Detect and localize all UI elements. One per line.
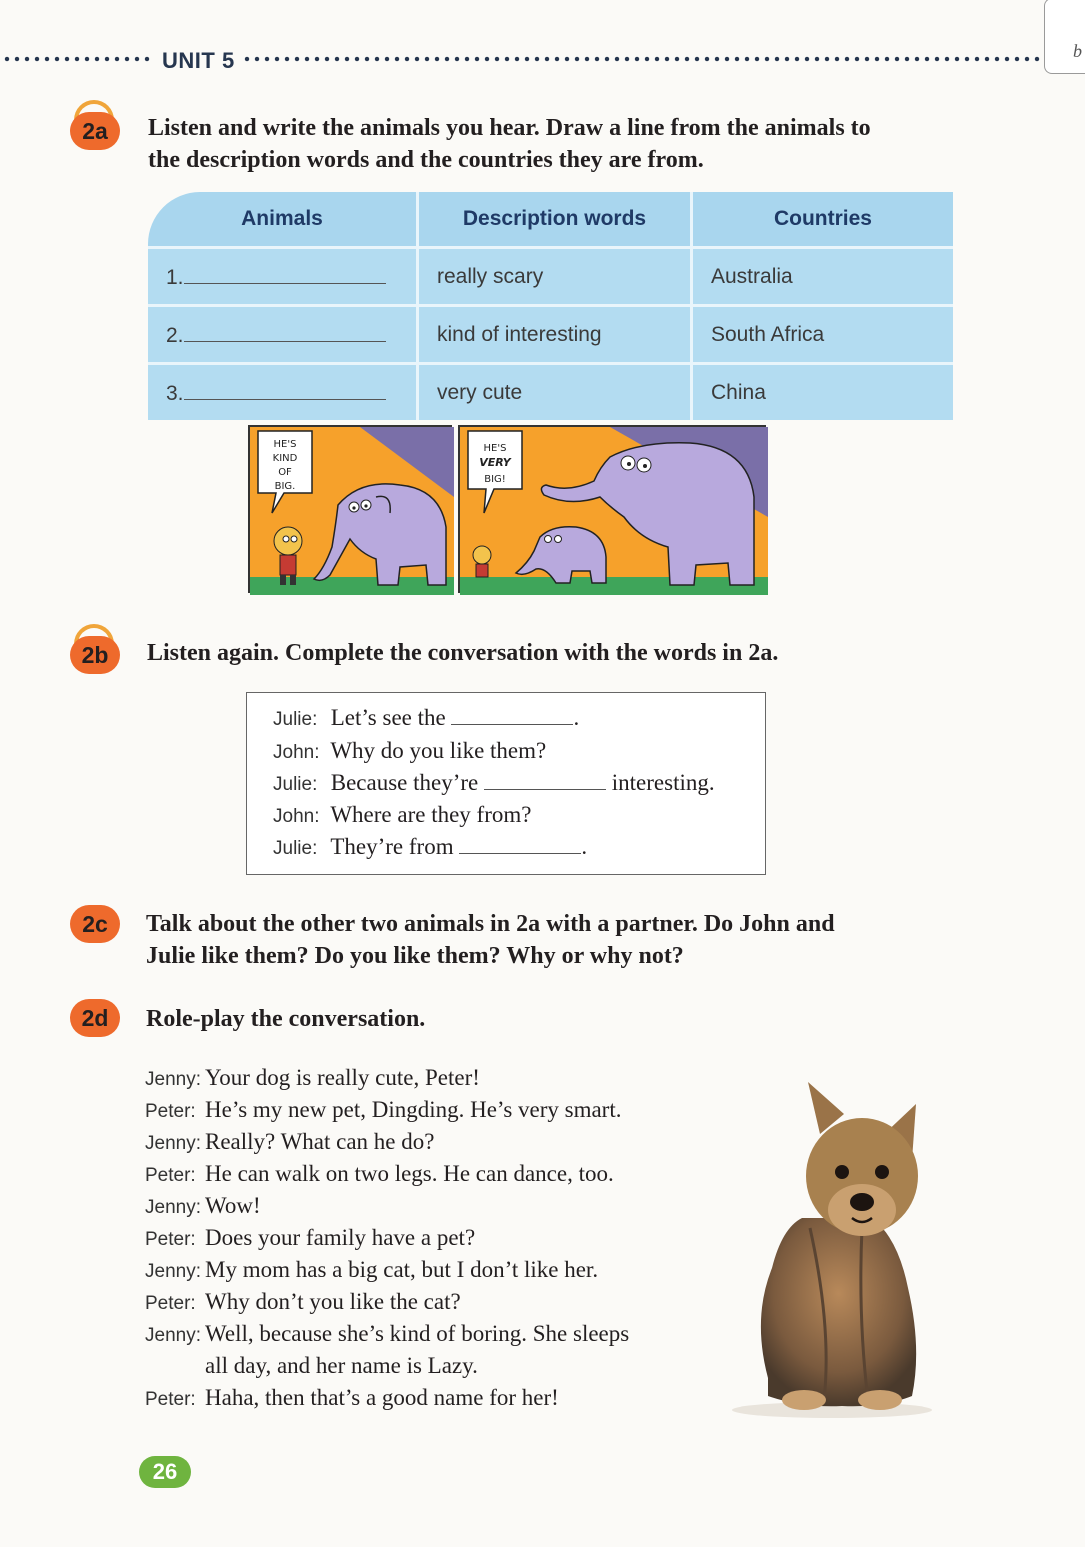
instruction-2c-line1: Talk about the other two animals in 2a with a partner. Do John and (146, 911, 835, 937)
speaker-label: Julie: (273, 709, 318, 730)
answer-blank[interactable] (484, 769, 606, 790)
badge-2c (70, 905, 120, 943)
speaker-label: John: (273, 806, 320, 827)
line-end: . (573, 705, 580, 730)
answer-blank[interactable] (184, 263, 386, 284)
dialogue-line (145, 1382, 559, 1416)
row-number: 3. (166, 382, 184, 405)
comic-panel-2 (458, 425, 766, 593)
comic-text-2c: BIG! (484, 474, 506, 485)
country-cell: South Africa (692, 306, 954, 364)
speaker-label: Jenny: (145, 1325, 201, 1346)
comic-elephants-illustration (460, 427, 768, 595)
dialogue-text: He can walk on two legs. He can dance, too. (205, 1161, 614, 1186)
page-number: 26 (139, 1456, 191, 1488)
dialogue-text: Does your family have a pet? (205, 1225, 476, 1250)
header-animals: Animals (148, 192, 418, 248)
badge-2b (70, 636, 120, 674)
description-cell: really scary (418, 248, 692, 306)
table-row (148, 248, 953, 306)
header-dots-right (242, 56, 1060, 62)
unit-label: UNIT 5 (162, 48, 235, 73)
unit-header (0, 48, 1060, 73)
speaker-label: Peter: (145, 1101, 196, 1122)
conversation-line (273, 800, 531, 832)
speaker-label: Peter: (145, 1389, 196, 1410)
speaker-label: Jenny: (145, 1069, 201, 1090)
dialogue-line (145, 1158, 614, 1192)
instruction-2b: Listen again. Complete the conversation with the words in 2a. (147, 640, 779, 666)
dialogue-text: Really? What can he do? (205, 1129, 435, 1154)
row-number: 2. (166, 324, 184, 347)
speaker-label: Peter: (145, 1229, 196, 1250)
dialogue-line (145, 1222, 475, 1256)
badge-label: 2d (70, 999, 120, 1037)
badge-label: 2a (70, 112, 120, 150)
header-countries: Countries (692, 192, 954, 248)
header-description: Description words (418, 192, 692, 248)
comic-text-2b: VERY (479, 456, 511, 469)
badge-2a (70, 112, 120, 150)
conversation-box (246, 692, 766, 875)
table-row (148, 306, 953, 364)
comic-text-1a: HE'S (273, 439, 297, 450)
dialogue-line (145, 1094, 621, 1128)
row-number: 1. (166, 266, 184, 289)
comic-elephant-illustration (250, 427, 454, 595)
speaker-label: Peter: (145, 1293, 196, 1314)
dialogue-text: Wow! (205, 1193, 261, 1218)
yorkshire-terrier-photo (712, 1078, 952, 1418)
speaker-label: Jenny: (145, 1133, 201, 1154)
speaker-label: Jenny: (145, 1261, 201, 1282)
instruction-2a-line2: the description words and the countries they are from. (148, 147, 704, 173)
dialogue-text: Why don’t you like the cat? (205, 1289, 461, 1314)
conversation-line (273, 736, 546, 768)
dialogue-line (145, 1126, 434, 1160)
conversation-line (273, 768, 715, 800)
dialogue-line (145, 1318, 629, 1352)
instruction-2c-line2: Julie like them? Do you like them? Why or why not? (146, 943, 684, 969)
conversation-line (273, 703, 579, 735)
animal-cell (148, 306, 418, 364)
answer-blank[interactable] (451, 704, 573, 725)
animals-table (148, 192, 953, 420)
comic-text-1d: BIG. (274, 481, 296, 492)
line-text: Where are they from? (330, 802, 532, 827)
line-text: They’re from (330, 834, 454, 859)
speaker-label: Jenny: (145, 1197, 201, 1218)
animal-cell (148, 364, 418, 421)
table-header-row (148, 192, 953, 248)
corner-tab (1044, 0, 1085, 74)
country-cell: China (692, 364, 954, 421)
speaker-label: Julie: (273, 774, 318, 795)
line-text: Let’s see the (330, 705, 446, 730)
instruction-2a (148, 112, 1028, 176)
animal-cell (148, 248, 418, 306)
dialogue-line (145, 1254, 598, 1288)
dialogue-text: Haha, then that’s a good name for her! (205, 1385, 559, 1410)
instruction-2c (146, 908, 1026, 972)
speaker-label: Julie: (273, 838, 318, 859)
badge-label: 2b (70, 636, 120, 674)
comic-panel-1 (248, 425, 452, 593)
dialogue-line (145, 1286, 461, 1320)
answer-blank[interactable] (184, 379, 386, 400)
instruction-2a-line1: Listen and write the animals you hear. Draw a line from the animals to (148, 115, 871, 141)
line-end: . (581, 834, 588, 859)
instruction-2d: Role-play the conversation. (146, 1006, 426, 1032)
dialogue-line (145, 1350, 478, 1382)
line-end: interesting. (611, 770, 715, 795)
dialogue-line (145, 1062, 480, 1096)
description-cell: kind of interesting (418, 306, 692, 364)
answer-blank[interactable] (184, 321, 386, 342)
description-cell: very cute (418, 364, 692, 421)
corner-letter: b (1073, 41, 1082, 61)
dialogue-line (145, 1190, 261, 1224)
dialogue-text: My mom has a big cat, but I don’t like her. (205, 1257, 599, 1282)
dialogue-text: Well, because she’s kind of boring. She sleeps (205, 1321, 630, 1346)
dialogue-text: He’s my new pet, Dingding. He’s very smart. (205, 1097, 622, 1122)
comic-text-1c: OF (278, 467, 292, 478)
header-dots-left (2, 56, 154, 62)
badge-2d (70, 999, 120, 1037)
country-cell: Australia (692, 248, 954, 306)
speaker-label: Peter: (145, 1165, 196, 1186)
speaker-label: John: (273, 742, 320, 763)
conversation-line (273, 832, 587, 864)
badge-label: 2c (70, 905, 120, 943)
table-row (148, 364, 953, 421)
dialogue-text: all day, and her name is Lazy. (205, 1353, 478, 1378)
line-text: Because they’re (330, 770, 479, 795)
comic-text-2a: HE'S (483, 443, 507, 454)
line-text: Why do you like them? (330, 738, 547, 763)
answer-blank[interactable] (459, 833, 581, 854)
dialogue-text: Your dog is really cute, Peter! (205, 1065, 480, 1090)
comic-text-1b: KIND (272, 453, 298, 464)
